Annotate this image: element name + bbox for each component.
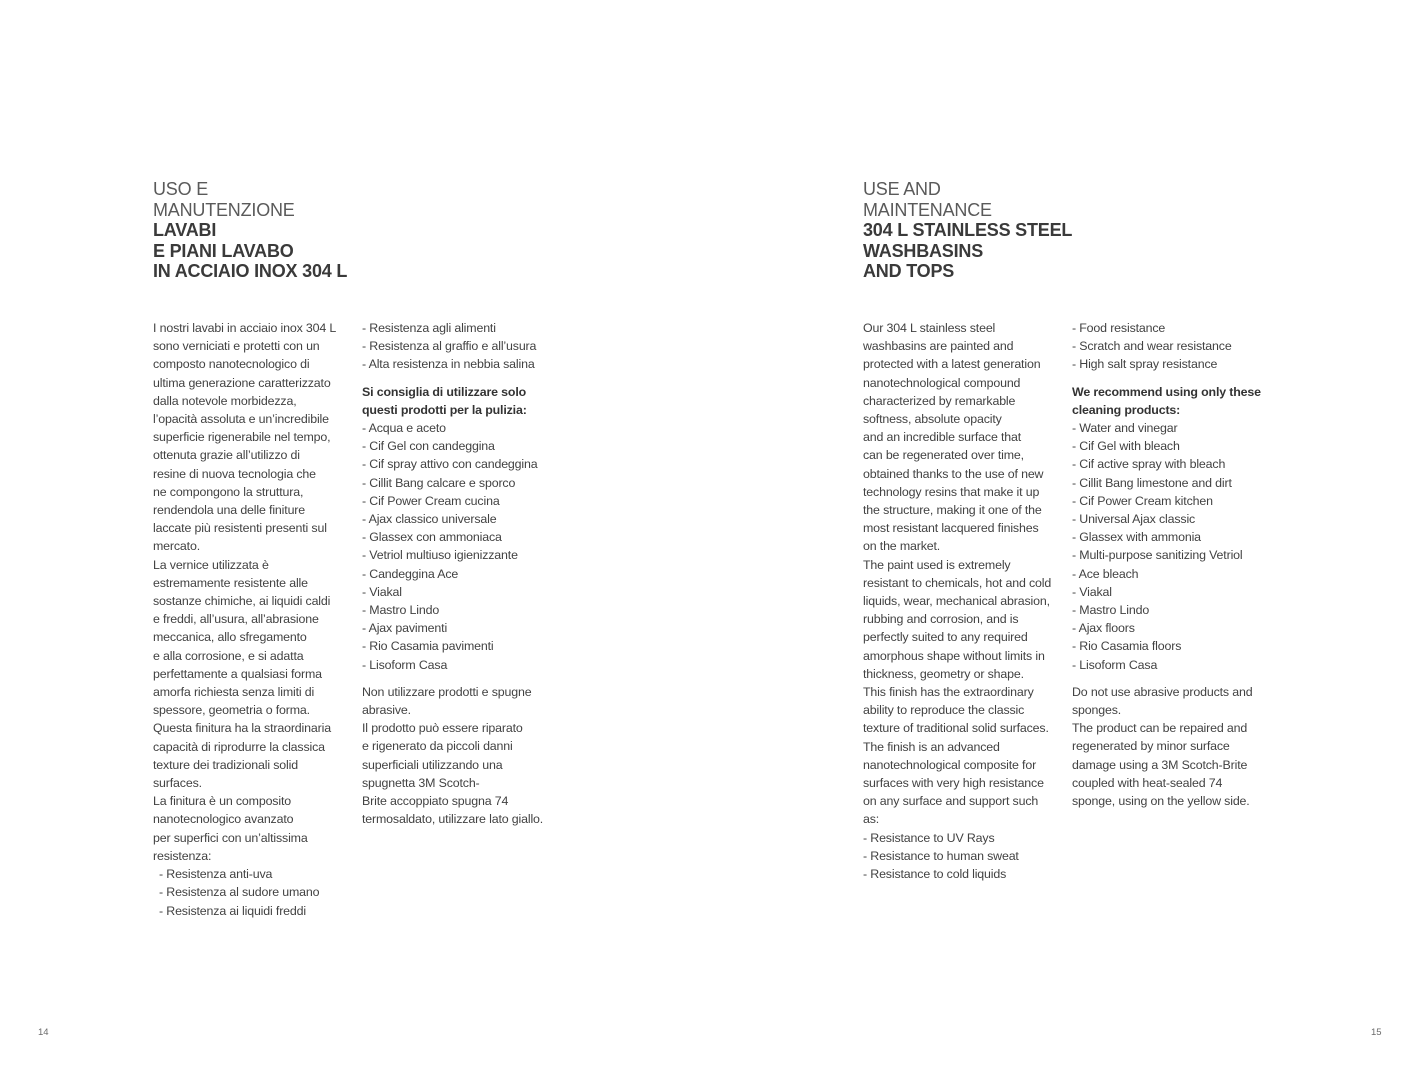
list-item: - Ace bleach [1072, 566, 1139, 581]
list-item: - Cif Power Cream kitchen [1072, 493, 1213, 508]
text-line: This finish has the extraordinary [863, 685, 1034, 700]
heading-bold-line: LAVABI [153, 220, 217, 240]
text-line: resine di nuova tecnologia che [153, 466, 316, 481]
text-line: texture dei tradizionali solid [153, 757, 298, 772]
text-line: ultima generazione caratterizzato [153, 375, 331, 390]
list-item: - Resistenza al sudore umano [159, 885, 320, 900]
text-line: per superfici con un’altissima [153, 830, 308, 845]
text-line: superficie rigenerabile nel tempo, [153, 430, 331, 445]
cleaning-products-list [1072, 419, 1277, 674]
text-line: nanotechnological composite for [863, 757, 1037, 772]
text-line: termosaldato, utilizzare lato giallo. [362, 812, 544, 827]
text-line: nanotecnologico avanzato [153, 812, 294, 827]
text-line: rendendola una delle finiture [153, 503, 306, 518]
text-column-2-it [362, 319, 567, 828]
text-line: Do not use abrasive products and [1072, 684, 1253, 699]
list-item: - Cillit Bang limestone and dirt [1072, 475, 1232, 490]
text-line: amorphous shape without limits in [863, 648, 1045, 663]
list-item: - Cif Power Cream cucina [362, 493, 500, 508]
list-item: - Mastro Lindo [1072, 603, 1150, 618]
text-line: coupled with heat-sealed 74 [1072, 775, 1223, 790]
text-line: softness, absolute opacity [863, 412, 1002, 427]
text-line: on the market. [863, 539, 941, 554]
list-item: - Resistance to UV Rays [863, 830, 995, 845]
text-line: abrasive. [362, 703, 411, 718]
list-item: - Cif Gel con candeggina [362, 439, 495, 454]
text-line: We recommend using only these [1072, 384, 1261, 399]
list-item: - Lisoform Casa [362, 657, 448, 672]
list-item: - Vetriol multiuso igienizzante [362, 548, 518, 563]
list-item: - Resistenza al graffio e all’usura [362, 339, 537, 354]
text-line: l’opacità assoluta e un’incredibile [153, 412, 329, 427]
text-line: resistant to chemicals, hot and cold [863, 575, 1052, 590]
page-number: 14 [38, 1027, 49, 1038]
text-line: as: [863, 812, 880, 827]
list-item: - Ajax classico universale [362, 512, 497, 527]
cleaning-recommendation-heading [1072, 383, 1277, 419]
text-line: dalla notevole morbidezza, [153, 393, 297, 408]
list-item: - Alta resistenza in nebbia salina [362, 357, 535, 372]
text-line: e alla corrosione, e si adatta [153, 648, 304, 663]
text-line: liquids, wear, mechanical abrasion, [863, 594, 1050, 609]
list-item: - Resistance to cold liquids [863, 867, 1007, 882]
page-heading-en [863, 179, 1072, 282]
resistance-list [153, 865, 353, 920]
text-line: surfaces. [153, 776, 202, 791]
text-column-1-en [863, 319, 1063, 883]
list-item: - Rio Casamia pavimenti [362, 639, 494, 654]
list-item: - Mastro Lindo [362, 603, 440, 618]
intro-paragraph [153, 319, 353, 865]
text-line: sono verniciati e protetti con un [153, 339, 320, 354]
heading-bold-line: 304 L STAINLESS STEEL [863, 220, 1073, 240]
heading-bold-line: E PIANI LAVABO [153, 240, 294, 261]
text-line: mercato. [153, 539, 201, 554]
text-line: damage using a 3M Scotch-Brite [1072, 757, 1248, 772]
text-line: The paint used is extremely [863, 557, 1011, 572]
text-line: sponge, using on the yellow side. [1072, 794, 1250, 809]
text-line: questi prodotti per la pulizia: [362, 402, 527, 417]
text-line: characterized by remarkable [863, 393, 1016, 408]
text-line: The product can be repaired and [1072, 721, 1248, 736]
list-item: - Candeggina Ace [362, 566, 459, 581]
text-line: can be regenerated over time, [863, 448, 1024, 463]
text-line: I nostri lavabi in acciaio inox 304 L [153, 321, 337, 335]
heading-light-line: MANUTENZIONE [153, 199, 295, 220]
list-item: - Glassex con ammoniaca [362, 530, 502, 545]
resistance-list-continued [362, 319, 567, 374]
text-line: cleaning products: [1072, 402, 1181, 417]
list-item: - Cillit Bang calcare e sporco [362, 475, 516, 490]
list-item: - Viakal [362, 584, 402, 599]
list-item: - Lisoform Casa [1072, 657, 1158, 672]
repair-paragraph [1072, 683, 1277, 810]
text-line: Il prodotto può essere riparato [362, 721, 523, 736]
text-line: washbasins are painted and [863, 339, 1014, 354]
text-line: La finitura è un composito [153, 794, 291, 809]
heading-bold-line: AND TOPS [863, 261, 955, 281]
list-item: - Glassex with ammonia [1072, 530, 1201, 545]
list-item: - High salt spray resistance [1072, 357, 1218, 372]
text-line: regenerated by minor surface [1072, 739, 1230, 754]
list-item: - Resistenza agli alimenti [362, 321, 496, 335]
text-line: most resistant lacquered finishes [863, 521, 1039, 536]
text-line: sponges. [1072, 703, 1122, 718]
right-page [710, 0, 1420, 1065]
text-line: ottenuta grazie all’utilizzo di [153, 448, 300, 463]
repair-paragraph [362, 683, 567, 829]
text-line: rubbing and corrosion, and is [863, 612, 1019, 627]
list-item: - Resistenza anti-uva [159, 867, 273, 882]
text-line: laccate più resistenti presenti sul [153, 521, 327, 536]
list-item: - Universal Ajax classic [1072, 512, 1196, 527]
text-line: obtained thanks to the use of new [863, 466, 1044, 481]
intro-paragraph [863, 319, 1063, 829]
list-item: - Viakal [1072, 584, 1112, 599]
text-line: on any surface and support such [863, 794, 1039, 809]
text-line: La vernice utilizzata è [153, 557, 269, 572]
text-line: The finish is an advanced [863, 739, 1000, 754]
text-line: perfettamente a qualsiasi forma [153, 666, 322, 681]
text-line: capacità di riprodurre la classica [153, 739, 325, 754]
text-line: ability to reproduce the classic [863, 703, 1025, 718]
list-item: - Scratch and wear resistance [1072, 339, 1232, 354]
text-line: sostanze chimiche, ai liquidi caldi [153, 594, 331, 609]
text-line: meccanica, allo sfregamento [153, 630, 307, 645]
text-line: technology resins that make it up [863, 484, 1040, 499]
text-line: thickness, geometry or shape. [863, 666, 1024, 681]
text-column-1-it [153, 319, 353, 920]
list-item: - Cif spray attivo con candeggina [362, 457, 538, 472]
heading-light-line: USO E [153, 179, 209, 199]
text-line: spugnetta 3M Scotch- [362, 775, 480, 790]
text-line: Brite accoppiato spugna 74 [362, 794, 509, 809]
text-line: spessore, geometria o forma. [153, 703, 310, 718]
text-line: protected with a latest generation [863, 357, 1041, 372]
text-line: e freddi, all’usura, all’abrasione [153, 612, 319, 627]
list-item: - Acqua e aceto [362, 421, 446, 436]
page-heading-it [153, 179, 347, 282]
text-line: ne compongono la struttura, [153, 484, 304, 499]
text-line: estremamente resistente alle [153, 575, 308, 590]
list-item: - Rio Casamia floors [1072, 639, 1182, 654]
heading-light-line: MAINTENANCE [863, 199, 992, 220]
resistance-list-continued [1072, 319, 1277, 374]
list-item: - Ajax pavimenti [362, 621, 448, 636]
text-line: texture of traditional solid surfaces. [863, 721, 1049, 736]
text-line: perfectly suited to any required [863, 630, 1028, 645]
text-column-2-en [1072, 319, 1277, 810]
resistance-list [863, 829, 1063, 884]
text-line: Questa finitura ha la straordinaria [153, 721, 331, 736]
text-line: composto nanotecnologico di [153, 357, 310, 372]
text-line: superficiali utilizzando una [362, 757, 503, 772]
heading-bold-line: IN ACCIAIO INOX 304 L [153, 261, 348, 281]
text-line: the structure, making it one of the [863, 503, 1042, 518]
text-line: Our 304 L stainless steel [863, 321, 996, 335]
list-item: - Ajax floors [1072, 621, 1135, 636]
cleaning-recommendation-heading [362, 383, 567, 419]
list-item: - Cif Gel with bleach [1072, 439, 1180, 454]
list-item: - Food resistance [1072, 321, 1166, 335]
list-item: - Resistenza ai liquidi freddi [159, 903, 307, 918]
heading-light-line: USE AND [863, 179, 941, 199]
text-line: nanotechnological compound [863, 375, 1021, 390]
text-line: surfaces with very high resistance [863, 776, 1044, 791]
text-line: resistenza: [153, 848, 212, 863]
list-item: - Water and vinegar [1072, 421, 1178, 436]
text-line: Non utilizzare prodotti e spugne [362, 684, 532, 699]
text-line: amorfa richiesta senza limiti di [153, 685, 315, 700]
list-item: - Cif active spray with bleach [1072, 457, 1226, 472]
heading-bold-line: WASHBASINS [863, 240, 984, 261]
text-line: and an incredible surface that [863, 430, 1022, 445]
list-item: - Resistance to human sweat [863, 848, 1019, 863]
text-line: Si consiglia di utilizzare solo [362, 384, 527, 399]
cleaning-products-list [362, 419, 567, 674]
list-item: - Multi-purpose sanitizing Vetriol [1072, 548, 1243, 563]
page-number: 15 [1371, 1027, 1382, 1038]
text-line: e rigenerato da piccoli danni [362, 739, 513, 754]
